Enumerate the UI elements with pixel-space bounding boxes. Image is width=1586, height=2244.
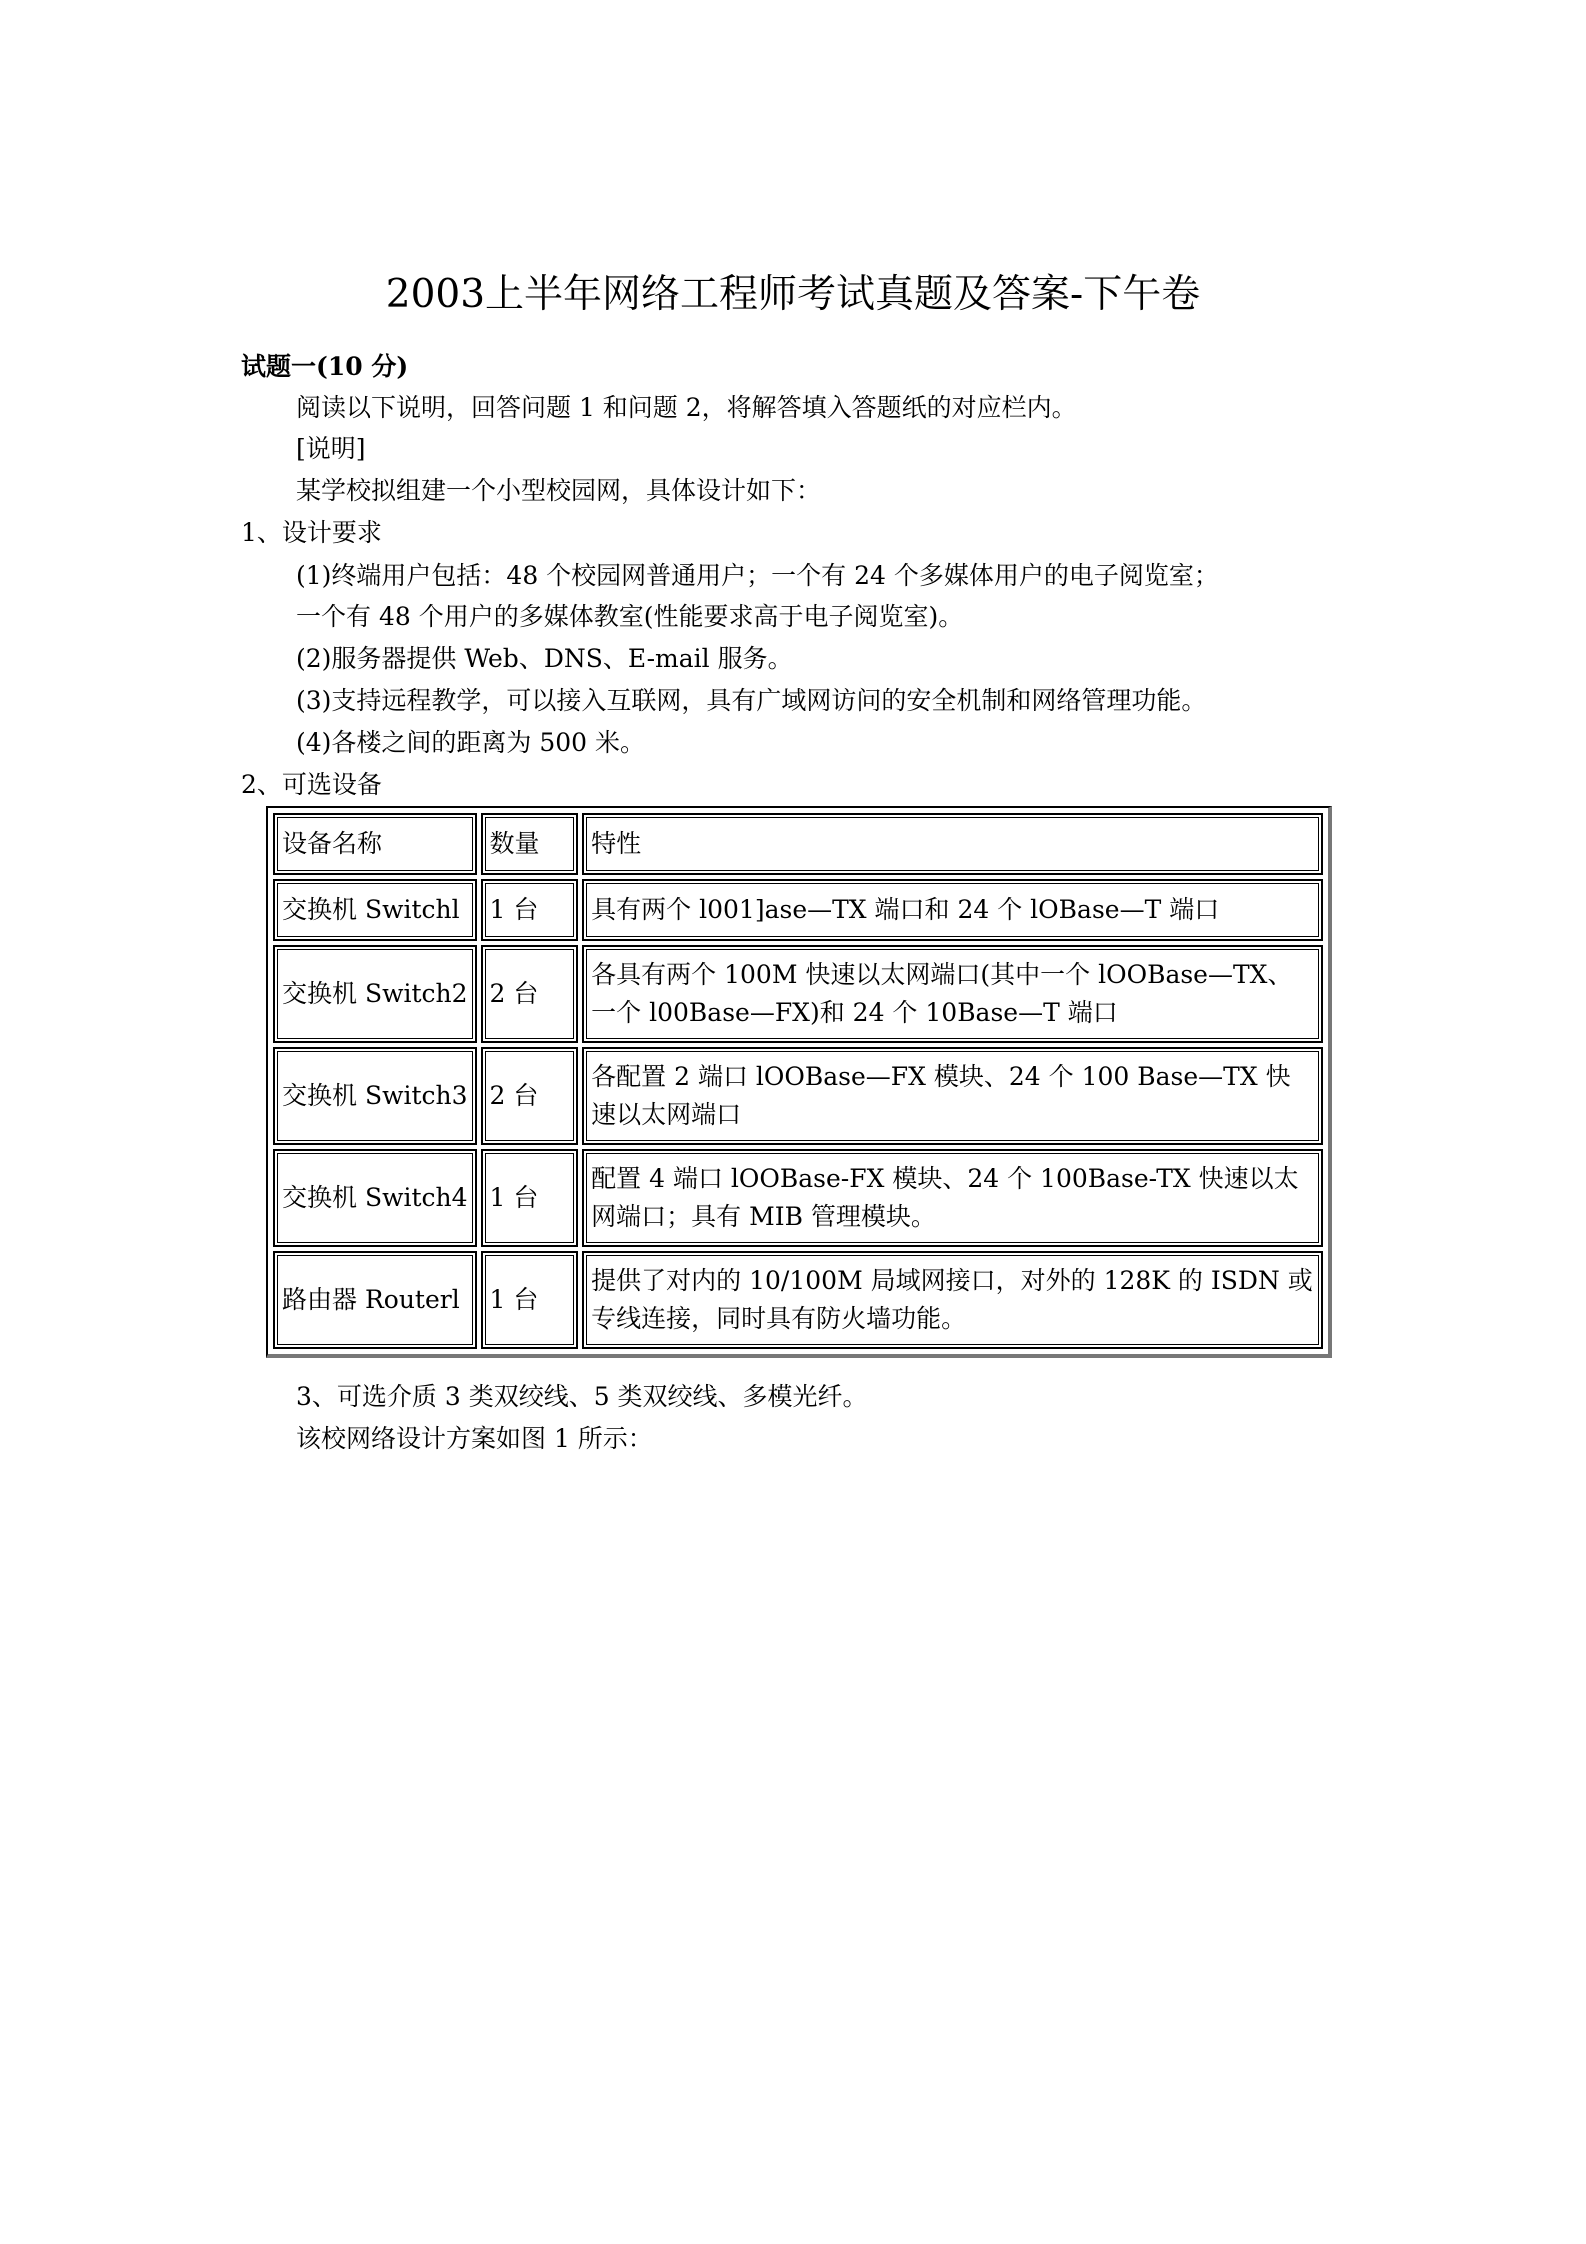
question-heading: 试题一(10 分) — [241, 352, 409, 381]
device-name-cell: 交换机 Switch4 — [274, 1150, 476, 1246]
quantity-cell: 1 台 — [482, 1252, 578, 1348]
section-3-text: 3、可选介质 3 类双绞线、5 类双绞线、多模光纤。 — [296, 1382, 868, 1411]
table-row — [274, 1252, 1322, 1348]
quantity-cell: 2 台 — [482, 946, 578, 1042]
table-header-row — [274, 814, 1322, 874]
instruction-text: 阅读以下说明，回答问题 1 和问题 2，将解答填入答题纸的对应栏内。 — [296, 393, 1077, 422]
page-title: 2003上半年网络工程师考试真题及答案-下午卷 — [385, 272, 1201, 318]
feature-cell: 各具有两个 100M 快速以太网端口(其中一个 lOOBase—TX、一个 l00Base—FX)和 24 个 10Base—T 端口 — [583, 946, 1322, 1042]
equipment-table — [266, 806, 1332, 1358]
section-1-title: 1、设计要求 — [241, 518, 382, 547]
device-name-cell: 交换机 Switch3 — [274, 1048, 476, 1144]
quantity-cell: 1 台 — [482, 1150, 578, 1246]
table-row — [274, 1150, 1322, 1246]
table-row — [274, 946, 1322, 1042]
device-name-cell: 路由器 Routerl — [274, 1252, 476, 1348]
requirement-line: (4)各楼之间的距离为 500 米。 — [296, 728, 646, 757]
figure-reference: 该校网络设计方案如图 1 所示： — [296, 1424, 653, 1453]
feature-cell: 各配置 2 端口 lOOBase—FX 模块、24 个 100 Base—TX 快速以太网端口 — [583, 1048, 1322, 1144]
feature-cell: 配置 4 端口 lOOBase-FX 模块、24 个 100Base-TX 快速以太网端口；具有 MIB 管理模块。 — [583, 1150, 1322, 1246]
table-row — [274, 880, 1322, 940]
section-2-title: 2、可选设备 — [241, 770, 382, 799]
requirement-line: 一个有 48 个用户的多媒体教室(性能要求高于电子阅览室)。 — [296, 602, 964, 631]
feature-cell: 具有两个 l001]ase—TX 端口和 24 个 lOBase—T 端口 — [583, 880, 1322, 940]
header-device-name: 设备名称 — [274, 814, 476, 874]
device-name-cell: 交换机 Switch2 — [274, 946, 476, 1042]
intro-text: 某学校拟组建一个小型校园网，具体设计如下： — [296, 476, 822, 505]
note-label: [说明] — [296, 434, 366, 463]
requirement-line: (2)服务器提供 Web、DNS、E-mail 服务。 — [296, 644, 793, 673]
requirement-line: (3)支持远程教学，可以接入互联网，具有广域网访问的安全机制和网络管理功能。 — [296, 686, 1207, 715]
table-row — [274, 1048, 1322, 1144]
header-quantity: 数量 — [482, 814, 578, 874]
header-feature: 特性 — [583, 814, 1322, 874]
quantity-cell: 2 台 — [482, 1048, 578, 1144]
quantity-cell: 1 台 — [482, 880, 578, 940]
feature-cell: 提供了对内的 10/100M 局域网接口，对外的 128K 的 ISDN 或专线连接，同时具有防火墙功能。 — [583, 1252, 1322, 1348]
device-name-cell: 交换机 Switchl — [274, 880, 476, 940]
requirement-line: (1)终端用户包括：48 个校园网普通用户；一个有 24 个多媒体用户的电子阅览室； — [296, 561, 1219, 590]
